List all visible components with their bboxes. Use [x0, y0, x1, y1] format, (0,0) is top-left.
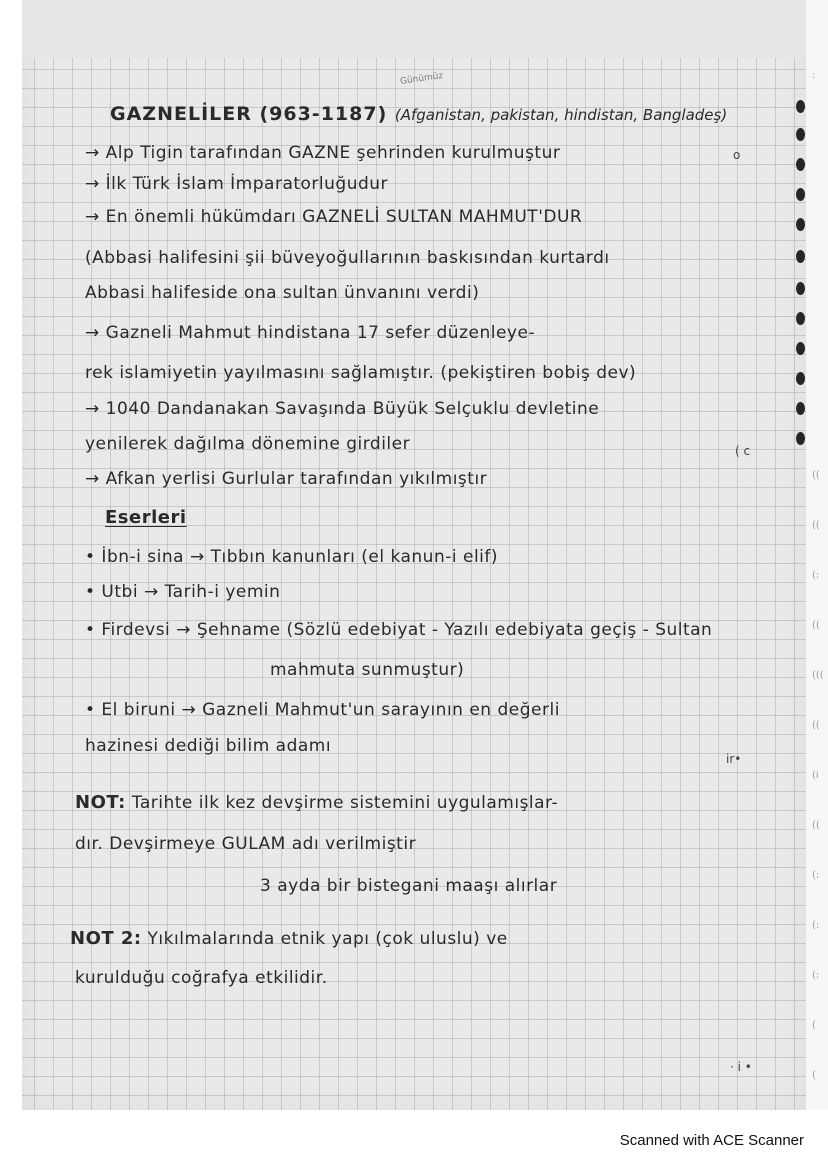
margin-mark: ( c: [735, 444, 751, 458]
edge-mark: ((: [812, 520, 820, 531]
margin-mark: ir•: [726, 752, 742, 766]
note2-line: [70, 928, 770, 949]
edge-mark: (((: [812, 670, 824, 681]
sheet-top-margin: [22, 0, 806, 58]
works-item-continued: mahmuta sunmuştur): [270, 660, 465, 680]
note-line: → Alp Tigin tarafından GAZNE şehrinden kurulmuştur: [85, 143, 561, 163]
edge-mark: (:: [812, 570, 820, 581]
works-item: • El biruni → Gazneli Mahmut'un sarayının en değerli: [85, 700, 560, 720]
binding-hole: [796, 432, 805, 445]
works-item: • Firdevsi → Şehname (Sözlü edebiyat - Yazılı edebiyata geçiş - Sultan: [85, 620, 713, 640]
note2-text: Yıkılmalarında etnik yapı (çok uluslu) ve: [147, 929, 508, 949]
note-line: yenilerek dağılma dönemine girdiler: [85, 434, 411, 454]
note-line: Abbasi halifeside ona sultan ünvanını verdi): [85, 283, 480, 303]
title-superscript-note: Günümüz: [399, 71, 444, 87]
edge-mark: (i: [812, 770, 819, 781]
margin-mark: o: [733, 148, 741, 162]
binding-hole: [796, 188, 805, 201]
works-item: • İbn-i sina → Tıbbın kanunları (el kanun-i elif): [85, 547, 499, 567]
edge-mark: :: [812, 70, 816, 81]
page-title: [110, 103, 810, 125]
note-line: → İlk Türk İslam İmparatorluğudur: [85, 174, 389, 194]
binding-hole: [796, 342, 805, 355]
note2-label: NOT 2:: [70, 928, 142, 949]
edge-mark: (:: [812, 970, 820, 981]
binding-hole: [796, 312, 805, 325]
edge-mark: (: [812, 1070, 816, 1081]
note2-line: kurulduğu coğrafya etkilidir.: [75, 968, 328, 988]
margin-mark: · i •: [730, 1060, 752, 1074]
note1-label: NOT:: [75, 792, 126, 813]
binding-hole: [796, 158, 805, 171]
binding-hole: [796, 402, 805, 415]
edge-mark: (:: [812, 870, 820, 881]
works-item-continued: hazinesi dediği bilim adamı: [85, 736, 332, 756]
edge-mark: (: [812, 1020, 816, 1031]
title-region-note: (Afganistan, pakistan, hindistan, Bangladeş): [394, 106, 728, 124]
edge-mark: ((: [812, 820, 820, 831]
edge-mark: (:: [812, 920, 820, 931]
binding-hole: [796, 282, 805, 295]
note-line: → Gazneli Mahmut hindistana 17 sefer düzenleye-: [85, 323, 536, 343]
note1-line: dır. Devşirmeye GULAM adı verilmiştir: [75, 834, 417, 854]
note-line: → 1040 Dandanakan Savaşında Büyük Selçuklu devletine: [85, 399, 600, 419]
binding-hole: [796, 128, 805, 141]
edge-mark: ((: [812, 620, 820, 631]
note1-line: 3 ayda bir bistegani maaşı alırlar: [260, 876, 558, 896]
edge-mark: ((: [812, 470, 820, 481]
works-item: • Utbi → Tarih-i yemin: [85, 582, 281, 602]
edge-mark: ((: [812, 720, 820, 731]
notebook-edge: [806, 0, 828, 1110]
note-line: → En önemli hükümdarı GAZNELİ SULTAN MAHMUT'DUR: [85, 207, 583, 227]
note1-line: [75, 792, 775, 813]
note-line: (Abbasi halifesini şii büveyoğullarının baskısından kurtardı: [85, 248, 610, 268]
title-text: GAZNELİLER (963-1187): [110, 103, 388, 125]
binding-hole: [796, 250, 805, 263]
note-line: rek islamiyetin yayılmasını sağlamıştır. (pekiştiren bobiş dev): [85, 363, 637, 383]
note1-text: Tarihte ilk kez devşirme sistemini uygulamışlar-: [131, 793, 559, 813]
binding-hole: [796, 218, 805, 231]
binding-hole: [796, 372, 805, 385]
works-heading: Eserleri: [105, 507, 187, 528]
scanner-watermark: Scanned with ACE Scanner: [619, 1132, 804, 1149]
note-line: → Afkan yerlisi Gurlular tarafından yıkılmıştır: [85, 469, 488, 489]
